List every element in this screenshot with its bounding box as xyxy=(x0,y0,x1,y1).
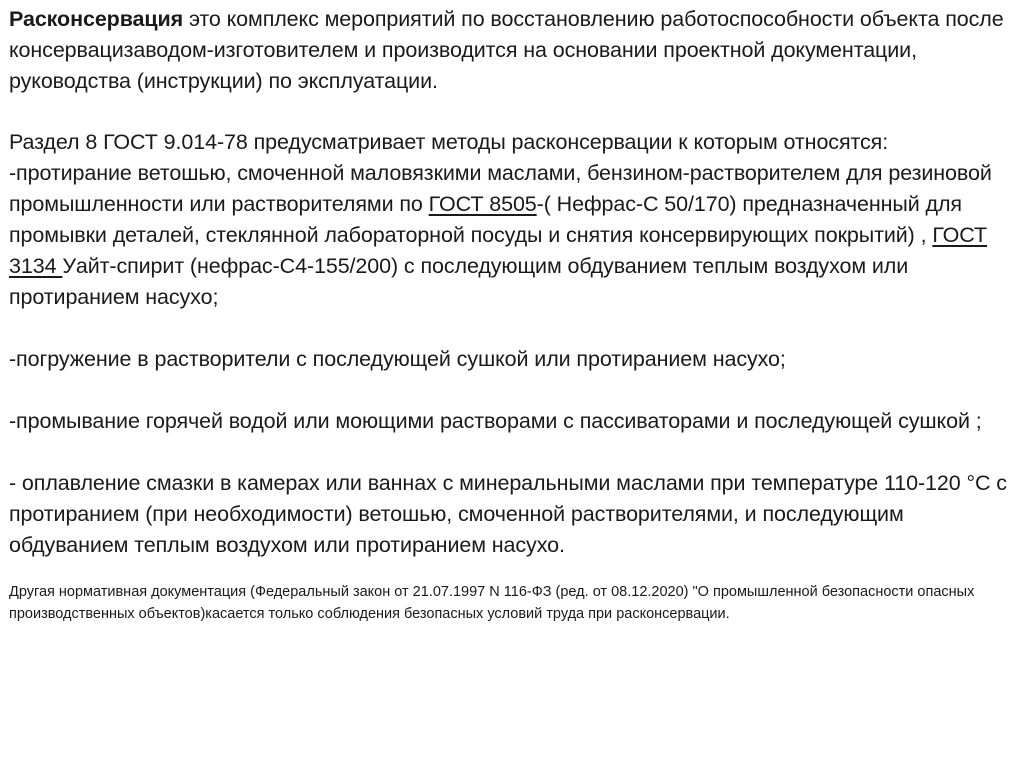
method-item-wiping xyxy=(9,158,1015,313)
method-item-melting: - оплавление смазки в камерах или ваннах с минеральными маслами при температуре 110-120 °С с протиранием (при необходимости) ветошью, смоченной растворителями, и последующим обдуванием теплым воздухом или протиранием насухо. xyxy=(9,471,1007,557)
method-item-immersion: -погружение в растворители с последующей сушкой или протиранием насухо; xyxy=(9,347,786,371)
spacer xyxy=(9,313,1015,344)
method-item-washing: -промывание горячей водой или моющими растворами с пассиваторами и последующей сушкой ; xyxy=(9,409,982,433)
spacer xyxy=(9,97,1015,127)
regulatory-note: Другая нормативная документация (Федеральный закон от 21.07.1997 N 116-ФЗ (ред. от 08.12.2020) "О промышленной безопасности опасных производственных объектов)касается только соблюдения безопасных условий труда при расконсервации. xyxy=(9,584,975,622)
spacer xyxy=(9,375,1015,406)
definition-term: Расконсервация xyxy=(9,7,184,31)
gost-3134-link[interactable]: ГОСТ 3134 xyxy=(9,223,988,278)
definition-text: это комплекс мероприятий по восстановлению работоспособности объекта после консервацизаводом-изготовителем и производится на основании проектной документации, руководства (инструкции) по эксплуатации. xyxy=(9,7,1004,93)
spacer xyxy=(9,437,1015,468)
method-item-wiping-text-3: Уайт-спирит (нефрас-С4-155/200) с последующим обдуванием теплым воздухом или протиранием насухо; xyxy=(9,254,909,309)
definition-paragraph xyxy=(9,4,1015,97)
methods-intro: Раздел 8 ГОСТ 9.014-78 предусматривает методы расконсервации к которым относятся: xyxy=(9,130,889,154)
method-item-wiping-text-1: -протирание ветошью, смоченной маловязкими маслами, бензином-растворителем для резиновой промышленности или растворителями по xyxy=(9,161,992,216)
slide-content xyxy=(9,4,1015,625)
spacer xyxy=(9,561,1015,581)
gost-8505-link[interactable]: ГОСТ 8505 xyxy=(428,192,537,216)
method-item-wiping-text-2: -( Нефрас-С 50/170) предназначенный для промывки деталей, стеклянной лабораторной посуды и снятия консервирующих покрытий) , xyxy=(9,192,962,247)
